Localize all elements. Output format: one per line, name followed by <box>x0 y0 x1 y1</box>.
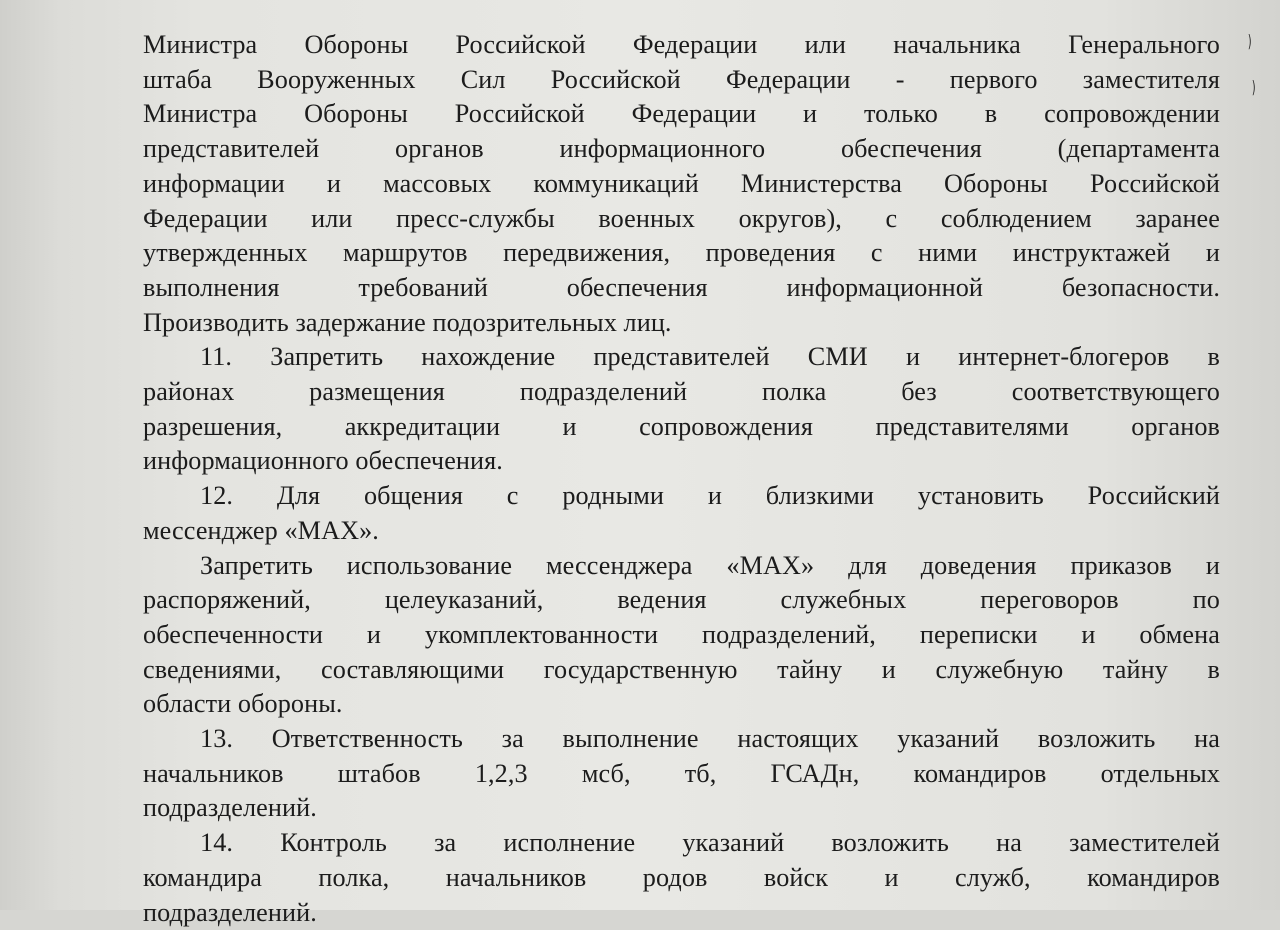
document-line: распоряжений, целеуказаний, ведения служебных переговоров по <box>143 585 1220 615</box>
document-line: информации и массовых коммуникаций Министерства Обороны Российской <box>143 168 1220 198</box>
document-line: штаба Вооруженных Сил Российской Федерации - первого заместителя <box>143 64 1220 94</box>
document-line: Запретить использование мессенджера «MAX» для доведения приказов и <box>200 550 1220 580</box>
document-line: Федерации или пресс-службы военных округов), с соблюдением заранее <box>143 203 1220 233</box>
document-line: выполнения требований обеспечения информационной безопасности. <box>143 272 1220 302</box>
document-line: сведениями, составляющими государственную тайну и служебную тайну в <box>143 654 1220 684</box>
document-line: Министра Обороны Российской Федерации или начальника Генерального <box>143 30 1220 59</box>
document-line: 12. Для общения с родными и близкими установить Российский <box>200 481 1220 511</box>
document-line: 11. Запретить нахождение представителей СМИ и интернет-блогеров в <box>200 342 1220 372</box>
document-line: разрешения, аккредитации и сопровождения представителями органов <box>143 411 1220 441</box>
document-line: подразделений. <box>143 793 317 823</box>
document-line: начальников штабов 1,2,3 мсб, тб, ГСАДн, командиров отдельных <box>143 758 1220 788</box>
document-line: мессенджер «MAX». <box>143 515 379 545</box>
document-line: командира полка, начальников родов войск и служб, командиров <box>143 862 1220 892</box>
document-line: Производить задержание подозрительных лиц. <box>143 307 672 337</box>
document-line: информационного обеспечения. <box>143 446 503 476</box>
document-line: области обороны. <box>143 689 343 719</box>
document-line: представителей органов информационного обеспечения (департамента <box>143 134 1220 164</box>
margin-mark: ⁾ <box>1247 30 1252 65</box>
document-line: утвержденных маршрутов передвижения, проведения с ними инструктажей и <box>143 238 1220 268</box>
document-line: Министра Обороны Российской Федерации и только в сопровождении <box>143 99 1220 129</box>
document-line: 14. Контроль за исполнение указаний возложить на заместителей <box>200 828 1220 858</box>
document-line: 13. Ответственность за выполнение настоящих указаний возложить на <box>200 724 1220 754</box>
document-line: районах размещения подразделений полка без соответствующего <box>143 377 1220 407</box>
margin-mark: ⁾ <box>1251 76 1256 111</box>
document-line: подразделений. <box>143 897 317 927</box>
document-text <box>143 28 1220 930</box>
document-line: обеспеченности и укомплектованности подразделений, переписки и обмена <box>143 619 1220 649</box>
